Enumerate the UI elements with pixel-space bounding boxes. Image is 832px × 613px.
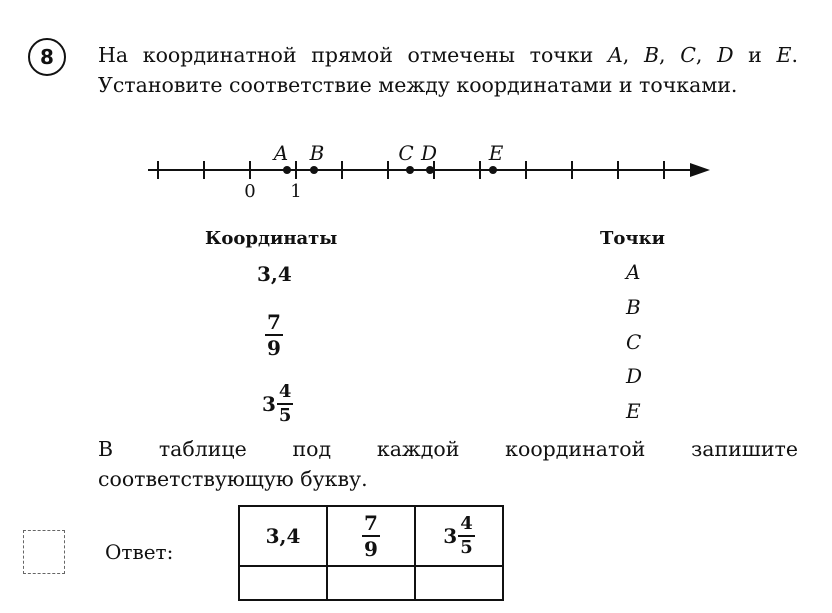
point-a-dot	[283, 166, 291, 174]
point-b-label: B	[309, 141, 325, 165]
axis-arrow	[690, 163, 710, 177]
point-c-label: C	[398, 141, 414, 165]
point-e-dot	[489, 166, 497, 174]
answer-header-2: $\frac{7}{9}$	[327, 506, 415, 566]
coordinate-3: 3 $\frac{4}{5}$	[262, 381, 292, 426]
coordinate-2: $\frac{7}{9}$	[267, 310, 281, 360]
answer-label: Ответ:	[105, 540, 174, 564]
point-e-label: E	[488, 141, 504, 165]
coordinates-header: Координаты	[205, 228, 338, 249]
point-option-e: E	[626, 399, 641, 423]
answer-cell-2[interactable]	[327, 566, 415, 600]
coordinate-1: 3,4	[257, 262, 292, 286]
point-b-dot	[310, 166, 318, 174]
point-option-a: A	[626, 260, 641, 284]
answer-cell-3[interactable]	[415, 566, 503, 600]
tick-label-0: 0	[244, 181, 256, 202]
point-option-d: D	[626, 364, 643, 388]
answer-checkbox[interactable]	[23, 530, 65, 574]
point-c-dot	[406, 166, 414, 174]
answer-cell-1[interactable]	[239, 566, 327, 600]
instruction-text: В таблице под каждой координатой запишите соответствующую букву.	[98, 437, 798, 491]
points-header: Точки	[600, 228, 665, 249]
tick-label-1: 1	[290, 181, 302, 202]
answer-table	[238, 505, 504, 601]
answer-header-3: 3 $\frac{4}{5}$	[415, 506, 503, 566]
point-option-c: C	[626, 330, 642, 354]
point-option-b: B	[626, 295, 641, 319]
point-a-label: A	[273, 141, 289, 165]
point-d-dot	[426, 166, 434, 174]
task-text: На координатной прямой отмечены точки A, B, C, D и E. Установите соответствие между координатами и точками.	[98, 43, 798, 97]
point-d-label: D	[420, 141, 438, 165]
answer-header-1: 3,4	[239, 506, 327, 566]
task-number-text: 8	[40, 45, 54, 69]
